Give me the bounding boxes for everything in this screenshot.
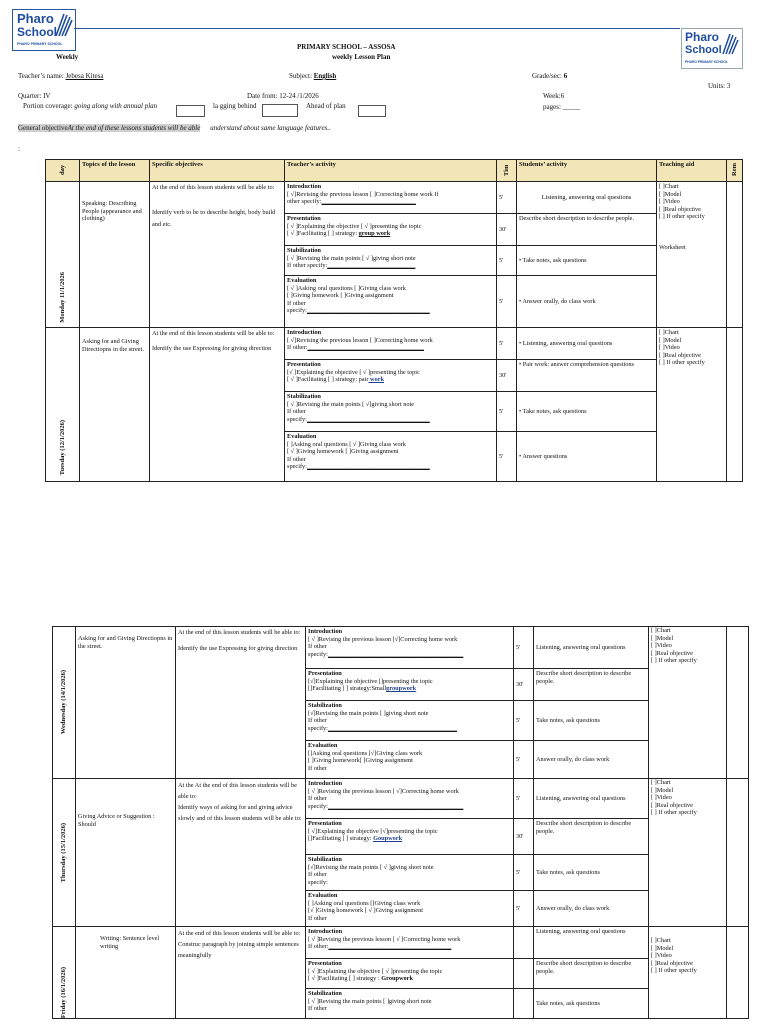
time-cell: 30' xyxy=(497,360,517,392)
remark-cell xyxy=(727,182,743,328)
evaluation-if-other: If other xyxy=(308,914,327,922)
presentation-strategy: [ √ ]Facilitating [ ] strategy : xyxy=(308,975,380,983)
objective-intro: At the end of this lesson students will be able to: xyxy=(178,629,301,636)
objective-text: At the end of these lessons students will be able xyxy=(67,124,201,132)
presentation-title: Presentation xyxy=(308,670,342,677)
objective-detail: Identify the use Expressing for giving direction xyxy=(178,645,298,652)
evaluation-line-2: [ ]Giving homework [ ]Giving assignment xyxy=(287,292,394,300)
topic-cell: Writing: Sentence level writing xyxy=(76,927,176,1019)
specify-label: specify: xyxy=(308,724,328,732)
evaluation-cell xyxy=(306,891,514,927)
evaluation-line-1: [ ]Asking oral questions []Giving class work xyxy=(308,899,421,907)
intro-line-1: [ √ ]Revising the previous lesson [ √]Correcting home work xyxy=(308,787,459,795)
student-activity-cell: Answer orally, do class work xyxy=(534,741,649,779)
remark-cell xyxy=(727,927,749,1019)
blank-line[interactable]: ___________________________________________ xyxy=(327,650,464,658)
presentation-cell xyxy=(306,819,514,855)
evaluation-line-1: [ ]Asking oral questions [ √ ]Giving class work xyxy=(287,440,406,448)
time-cell: 5' xyxy=(514,627,534,669)
portion-row xyxy=(23,102,157,111)
student-activity-cell: • Take notes, ask questions xyxy=(517,392,657,432)
ahead-label: Ahead of plan xyxy=(306,102,346,110)
intro-cell xyxy=(306,779,514,819)
col-day xyxy=(46,160,80,182)
evaluation-title: Evaluation xyxy=(287,277,317,284)
lagging-label: la gging behind xyxy=(213,102,257,110)
aid-chart: [ ]Chart xyxy=(651,779,671,786)
evaluation-cell xyxy=(306,741,514,779)
blank-line[interactable]: ____________________________ xyxy=(327,262,416,270)
specify-label: specify: xyxy=(287,415,307,423)
aid-chart: [ ]Chart xyxy=(659,329,679,336)
time-cell: 5' xyxy=(514,779,534,819)
evaluation-specify xyxy=(287,463,494,471)
day-label: Wednesday (14/1/2026) xyxy=(60,670,68,735)
student-activity-cell: Describe short description to describe people. xyxy=(517,214,657,246)
objective-label: General objective xyxy=(18,124,68,132)
stabilization-if-other: If other xyxy=(308,871,327,879)
presentation-title: Presentation xyxy=(308,960,342,967)
strategy-value: Goupwork xyxy=(373,835,403,843)
logo-word-school: School xyxy=(17,25,58,39)
stabilization-title: Stabilization xyxy=(308,856,342,863)
evaluation-cell xyxy=(285,432,497,482)
student-activity-cell: Take notes, ask questions xyxy=(534,855,649,891)
teaching-aid-cell xyxy=(657,328,727,482)
presentation-line-1: [ √ ]Explaining the objective [ √ ]presenting the topic xyxy=(308,967,443,975)
teaching-aid-cell xyxy=(649,627,727,779)
blank-line[interactable]: ___________________________________________ xyxy=(327,802,464,810)
specify-label: specify: xyxy=(287,463,307,471)
evaluation-line-2: [ ]Giving homework[ ]Giving assignment xyxy=(308,757,413,765)
time-cell: 5' xyxy=(514,855,534,891)
time-cell: 5' xyxy=(497,276,517,328)
header-rule xyxy=(74,28,680,29)
objective-detail: Construc paragraph by joining simple sentences meaningfully xyxy=(178,941,299,959)
presentation-cell xyxy=(306,959,514,989)
day-cell xyxy=(53,779,76,927)
objective-cell xyxy=(150,182,285,328)
objective-detail: Identify the use Expressing for giving direction xyxy=(152,345,272,352)
strategy-value: Groupwork xyxy=(381,975,413,983)
presentation-title: Presentation xyxy=(308,820,342,827)
intro-title: Introduction xyxy=(287,329,322,336)
col-objectives: Specific objectives xyxy=(150,160,285,182)
table-row xyxy=(46,328,743,360)
time-cell: 5' xyxy=(497,328,517,360)
portion-label: Portion coverage: xyxy=(23,102,73,110)
col-student-activity: Students’ activity xyxy=(517,160,657,182)
stray-colon: : xyxy=(18,145,20,153)
day-cell xyxy=(53,627,76,779)
blank-line[interactable]: ______________________________ xyxy=(321,198,416,206)
remark-cell xyxy=(727,779,749,927)
intro-if-other: If other: xyxy=(287,344,308,352)
aid-real: [ ]Real objective xyxy=(659,205,701,213)
week: Week:6 xyxy=(543,92,565,100)
aid-video: [ ]Video xyxy=(651,952,672,960)
lesson-plan-table-1 xyxy=(45,159,743,482)
teaching-aid-cell xyxy=(649,779,727,927)
presentation-cell xyxy=(306,669,514,701)
table-row xyxy=(53,627,749,669)
aid-model: [ ]Model xyxy=(659,190,682,198)
day-cell xyxy=(46,182,80,328)
topic-cell: Asking for and Giving Directiopns in the street. xyxy=(76,627,176,779)
aid-other: [ ] If other specify xyxy=(659,213,705,221)
aid-chart: [ ]Chart xyxy=(651,937,671,944)
student-activity-cell: • Answer orally, do class work xyxy=(517,276,657,328)
col-teacher-activity: Teacher’s activity xyxy=(285,160,497,182)
student-activity-cell: • Take notes, ask questions xyxy=(517,246,657,276)
stabilization-cell xyxy=(285,392,497,432)
time-cell: 5' xyxy=(497,246,517,276)
time-cell: 5' xyxy=(497,392,517,432)
stabilization-title: Stabilization xyxy=(287,393,321,400)
objective-cell xyxy=(176,779,306,927)
table-header-row xyxy=(46,160,743,182)
table-row xyxy=(46,182,743,214)
stabilization-cell xyxy=(306,855,514,891)
aid-real: [ ]Real objective xyxy=(651,649,693,657)
stabilization-title: Stabilization xyxy=(308,702,342,709)
stabilization-if-other: If other xyxy=(308,1005,327,1013)
stabilization-cell xyxy=(306,701,514,741)
intro-title: Introduction xyxy=(308,780,343,787)
col-remark xyxy=(727,160,743,182)
evaluation-title: Evaluation xyxy=(308,742,338,749)
objective-cell xyxy=(150,328,285,482)
on-plan-checkbox[interactable] xyxy=(176,105,205,117)
intro-if-other: other specify: xyxy=(287,198,322,206)
stabilization-cell xyxy=(306,989,514,1019)
presentation-line-1: [√]Explaining the objective []presenting the topic xyxy=(308,677,433,685)
aid-real: [ ]Real objective xyxy=(651,959,693,967)
time-cell: 30' xyxy=(514,669,534,701)
strategy-value: group work xyxy=(358,230,391,238)
strategy-value: work xyxy=(368,376,385,384)
time-cell: 5' xyxy=(514,701,534,741)
teacher-name: Jebesa Kitesa xyxy=(65,72,104,80)
objective-intro: At the end of this lesson students will be able to: xyxy=(152,330,275,337)
presentation-line-2 xyxy=(287,230,494,238)
day-label: Thursday (15/1/2026) xyxy=(60,822,68,883)
evaluation-cell xyxy=(285,276,497,328)
evaluation-if-other: If other xyxy=(308,764,327,772)
weekly-label: Weekly xyxy=(56,53,79,61)
student-activity-cell: • Listening, answering oral questions xyxy=(517,328,657,360)
ahead-checkbox[interactable] xyxy=(358,105,386,117)
aid-chart: [ ]Chart xyxy=(659,183,679,190)
time-cell xyxy=(514,927,534,959)
blank-line[interactable]: _______________________________________ xyxy=(306,307,430,315)
teacher-row xyxy=(18,72,103,81)
presentation-line-2 xyxy=(308,975,511,983)
grade-value: 6 xyxy=(563,72,568,80)
blank-line[interactable]: _____________________________________ xyxy=(307,344,424,352)
presentation-strategy: []Facilitating [ ] strategy:Small xyxy=(308,685,387,693)
stabilization-specify xyxy=(287,416,494,424)
evaluation-line-1: [ √ ]Asking oral questions [ ]Giving class work xyxy=(287,284,406,292)
specify-label: specify: xyxy=(308,650,328,658)
evaluation-if-other: If other xyxy=(287,299,306,307)
day-cell xyxy=(53,927,76,1019)
grade-label: Grade/sec: xyxy=(532,72,562,80)
stabilization-cell xyxy=(285,246,497,276)
intro-line-1: [ √ ]Revising the previous lesson [ √ ]Correcting home work xyxy=(308,935,461,943)
teacher-label: Teacher’s name: xyxy=(18,72,64,80)
school-logo-left xyxy=(12,9,76,51)
day-cell xyxy=(46,328,80,482)
grade-row xyxy=(532,72,567,81)
intro-line-1: [ √]Revising the previous lesson [ ]Correcting home work xyxy=(287,336,433,344)
school-title: PRIMARY SCHOOL – ASSOSA xyxy=(297,43,396,51)
presentation-title: Presentation xyxy=(287,361,321,368)
aid-model: [ ]Model xyxy=(651,944,674,952)
stabilization-if-other: If other xyxy=(287,408,306,416)
day-label: Tuesday (12/1/2026) xyxy=(58,419,66,475)
presentation-line-2 xyxy=(308,685,511,693)
stabilization-line-1: [ √ ]Revising the main points [ √ ]giving short note xyxy=(287,254,416,262)
col-teaching-aid: Teaching aid xyxy=(657,160,727,182)
subject-row xyxy=(289,72,336,81)
aid-other: [ ] If other specify xyxy=(651,657,697,665)
strategy-value: groupwork xyxy=(386,685,417,693)
topic-cell: Giving Advice or Suggestion : Should xyxy=(76,779,176,927)
aid-worksheet: Worksheet xyxy=(659,243,686,251)
aid-other: [ ] If other specify xyxy=(651,967,697,975)
evaluation-if-other: If other xyxy=(287,455,306,463)
stabilization-line-1: [ √ ]Revising the main points [ ]giving short note xyxy=(308,997,432,1005)
presentation-line-2 xyxy=(287,376,494,384)
time-cell: 5' xyxy=(497,432,517,482)
intro-if-other: If other xyxy=(308,795,327,803)
specify-label: specify: xyxy=(287,307,307,315)
date-range: Date from: 12-24 /1/2026 xyxy=(247,92,319,100)
intro-line-1: [ √]Revising the previous lesson [ ]Correcting home work If xyxy=(287,190,439,198)
student-activity-cell: Listening, answering oral questions xyxy=(534,627,649,669)
lagging-checkbox[interactable] xyxy=(262,104,298,117)
flag-emblem-icon xyxy=(54,12,73,38)
objective-intro: At the end of this lesson students will be able to: xyxy=(178,930,301,937)
quarter: Quarter: IV xyxy=(18,92,51,100)
presentation-cell xyxy=(285,360,497,392)
presentation-title: Presentation xyxy=(287,215,321,222)
student-activity-cell: Listening, answering oral questions xyxy=(534,927,649,959)
lesson-plan-table-2 xyxy=(52,626,749,1019)
evaluation-title: Evaluation xyxy=(308,892,338,899)
stabilization-specify: specify: xyxy=(308,878,328,886)
time-cell xyxy=(514,959,534,989)
stabilization-if-other: If other xyxy=(308,717,327,725)
units: Units: 3 xyxy=(708,82,731,90)
stabilization-title: Stabilization xyxy=(308,990,342,997)
logo-word-pharo: Pharo xyxy=(685,30,720,44)
aid-real: [ ]Real objective xyxy=(651,801,693,809)
student-activity-cell: Describe short description to describe people. xyxy=(534,819,649,855)
student-activity-cell: • Answer questions xyxy=(517,432,657,482)
evaluation-title: Evaluation xyxy=(287,433,317,440)
aid-model: [ ]Model xyxy=(651,634,674,642)
col-time-label: Tim xyxy=(502,164,510,176)
intro-cell xyxy=(306,927,514,959)
aid-chart: [ ]Chart xyxy=(651,627,671,634)
aid-video: [ ]Video xyxy=(659,198,680,206)
subject-label: Subject: xyxy=(289,72,312,80)
col-remark-label: Rem xyxy=(730,163,738,177)
general-objective xyxy=(18,124,331,133)
time-cell: 5' xyxy=(497,182,517,214)
student-activity-cell: Describe short description to describe people. xyxy=(534,959,649,989)
intro-specify xyxy=(308,651,511,659)
intro-cell xyxy=(285,182,497,214)
col-day-label: day xyxy=(58,164,66,176)
aid-other: [ ] If other specify xyxy=(659,359,705,367)
time-cell: 30' xyxy=(497,214,517,246)
logo-word-school: School xyxy=(685,44,722,56)
intro-line-2 xyxy=(287,344,494,352)
presentation-strategy: [ √ ]Facilitating [ ] strategy: pair xyxy=(287,376,369,384)
intro-specify xyxy=(308,803,511,811)
student-activity-cell: Listening, answering oral questions xyxy=(517,182,657,214)
stabilization-specify xyxy=(308,725,511,733)
table-row xyxy=(53,927,749,959)
topic-cell: Asking for and Giving Directiopns in the street. xyxy=(80,328,150,482)
intro-line-2 xyxy=(287,198,494,206)
intro-if-other: If other: xyxy=(308,943,329,951)
aid-video: [ ]Video xyxy=(651,794,672,802)
col-time xyxy=(497,160,517,182)
aid-model: [ ]Model xyxy=(659,336,682,344)
objective-detail: Identify verb to be to describe height, body build and etc. xyxy=(152,209,276,228)
aid-video: [ ]Video xyxy=(659,344,680,352)
time-cell: 5' xyxy=(514,741,534,779)
teaching-aid-cell xyxy=(649,927,727,1019)
blank-line[interactable]: _______________________________________ xyxy=(306,415,430,423)
evaluation-line-2: [√ ]Giving homework [ √ ]Giving assignment xyxy=(308,907,423,915)
student-activity-cell: Listening, answering oral questions xyxy=(534,779,649,819)
stabilization-title: Stabilization xyxy=(287,247,321,254)
intro-title: Introduction xyxy=(287,183,322,190)
logo-tagline: PHARO PRIMARY SCHOOL xyxy=(17,42,63,46)
portion-value: going along with annual plan xyxy=(74,102,158,110)
topic-cell: Speaking: Describing People (appearance and clothing) xyxy=(80,182,150,328)
intro-if-other: If other xyxy=(308,643,327,651)
student-activity-cell: Take notes, ask questions xyxy=(534,989,649,1019)
objective-intro: At the end of this lesson students will be able to: xyxy=(152,184,275,191)
presentation-line-1: [√ ]Explaining the objective [ √ ]presenting the topic xyxy=(287,368,420,376)
objective-detail: Identify ways of asking for and giving advice slowly and of this lesson students will be able to: xyxy=(178,804,302,822)
remark-cell xyxy=(727,328,743,482)
time-cell: 30' xyxy=(514,819,534,855)
presentation-strategy: [ √ ]Facilitating [ ] strategy: xyxy=(287,230,358,238)
evaluation-line-2: [ √ ]Giving homework [ ]Giving assignment xyxy=(287,448,399,456)
remark-cell xyxy=(727,627,749,779)
col-topic: Topics of the lesson xyxy=(80,160,150,182)
time-cell: 5' xyxy=(514,891,534,927)
stabilization-line-1: [ √ ]Revising the main points [ √]giving short note xyxy=(287,400,415,408)
school-logo-right xyxy=(681,28,743,69)
intro-line-1: [ √ ]Revising the previous lesson [√]Correcting home work xyxy=(308,635,458,643)
intro-cell xyxy=(285,328,497,360)
intro-title: Introduction xyxy=(308,628,343,635)
objective-intro: At the At the end of this lesson students will be able to: xyxy=(178,782,297,800)
specify-label: specify: xyxy=(308,802,328,810)
student-activity-cell: Take notes, ask questions xyxy=(534,701,649,741)
logo-tagline: PHARO PRIMARY SCHOOL xyxy=(685,60,728,64)
objective-cell xyxy=(176,627,306,779)
logo-word-pharo: Pharo xyxy=(17,11,54,26)
intro-cell xyxy=(306,627,514,669)
aid-real: [ ]Real objective xyxy=(659,351,701,359)
presentation-strategy: []Facilitating [ ] strategy: xyxy=(308,835,372,843)
blank-line[interactable]: _______________________________________ xyxy=(306,463,430,471)
subject-value: English xyxy=(313,72,337,80)
plan-title: weekly Lesson Plan xyxy=(332,53,391,61)
aid-model: [ ]Model xyxy=(651,786,674,794)
objective-cell xyxy=(176,927,306,1019)
stabilization-line-1: [√]Revising the main points [ √ ]giving short note xyxy=(308,863,434,871)
day-label: Friday (16/1/2026) xyxy=(60,966,68,1018)
student-activity-cell: Describe short description to describe people. xyxy=(534,669,649,701)
stabilization-line-1: [√]Revising the main points [ ]giving short note xyxy=(308,709,429,717)
objective-text-2: understand about same language features.. xyxy=(210,124,331,132)
intro-line-2 xyxy=(308,943,511,951)
aid-other: [ ] If other specify xyxy=(651,809,697,817)
evaluation-specify xyxy=(287,307,494,315)
blank-line[interactable]: _________________________________________ xyxy=(327,724,458,732)
day-label: Monday 11/1/2026 xyxy=(58,272,66,323)
intro-title: Introduction xyxy=(308,928,343,935)
evaluation-line-1: []Asking oral questions [√]Giving class work xyxy=(308,749,423,757)
blank-line[interactable]: _______________________________________ xyxy=(328,943,452,951)
pages: pages: _____ xyxy=(543,103,581,111)
table-row xyxy=(53,779,749,819)
student-activity-cell: • Pair work: answer comprehension questions xyxy=(517,360,657,392)
student-activity-cell: Answer orally, do class work xyxy=(534,891,649,927)
presentation-line-1: [ √]Explaining the objective [√]presenting the topic xyxy=(308,827,438,835)
if-other-specify: If other specify: xyxy=(287,262,328,270)
time-cell xyxy=(514,989,534,1019)
presentation-cell xyxy=(285,214,497,246)
stabilization-line-2 xyxy=(287,262,494,270)
presentation-line-1: [ √ ]Explaining the objective [ √ ]presenting the topic xyxy=(287,222,422,230)
flag-emblem-icon xyxy=(721,32,739,56)
teaching-aid-cell xyxy=(657,182,727,328)
presentation-line-2 xyxy=(308,835,511,843)
aid-video: [ ]Video xyxy=(651,642,672,650)
